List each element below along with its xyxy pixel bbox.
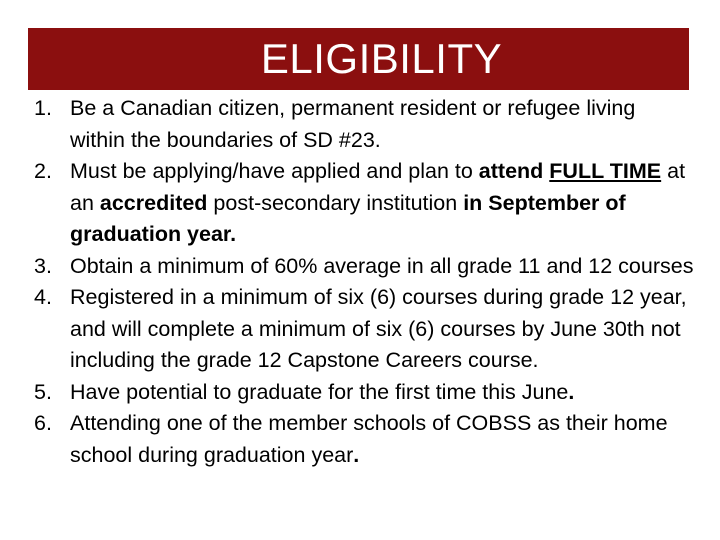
item-number: 4. [34, 285, 52, 309]
item-text: Registered in a minimum of six (6) courses during grade 12 year, and will complete a minimum of six (6) courses by June 30th not including the grade 12 Capstone Careers course. [70, 285, 687, 372]
emphasis-full-time: FULL TIME [549, 159, 662, 183]
emphasis-accredited: accredited [99, 190, 208, 215]
item-text: post-secondary institution [207, 190, 464, 215]
item-text: at an [70, 159, 686, 215]
list-item-5 [0, 377, 720, 409]
list-item-1 [0, 93, 720, 156]
list-item-6 [0, 408, 720, 471]
item-text: Attending one of the member schools of COBSS as their home school during graduation year [70, 411, 668, 467]
item-text: Be a Canadian citizen, permanent resident or refugee living within the boundaries of SD #23. [70, 96, 636, 152]
emphasis-september: in September of graduation year. [70, 190, 626, 246]
item-period: . [353, 442, 360, 467]
item-period: . [568, 379, 575, 404]
title-banner [28, 28, 689, 90]
item-number: 5. [34, 379, 52, 404]
item-text: Must be applying/have applied and plan to [70, 159, 479, 183]
item-number: 1. [34, 96, 52, 120]
eligibility-list [0, 93, 720, 471]
item-number: 6. [34, 411, 52, 435]
item-number: 2. [34, 159, 52, 183]
item-text: Have potential to graduate for the first time this June [70, 379, 569, 404]
list-item-4 [0, 282, 720, 377]
emphasis-attend: attend [478, 159, 544, 183]
list-item-3 [0, 251, 720, 283]
item-number: 3. [34, 253, 52, 278]
slide-title: ELIGIBILITY [260, 35, 503, 82]
item-text: Obtain a minimum of 60% average in all grade 11 and 12 courses [70, 253, 694, 278]
list-item-2 [0, 156, 720, 251]
